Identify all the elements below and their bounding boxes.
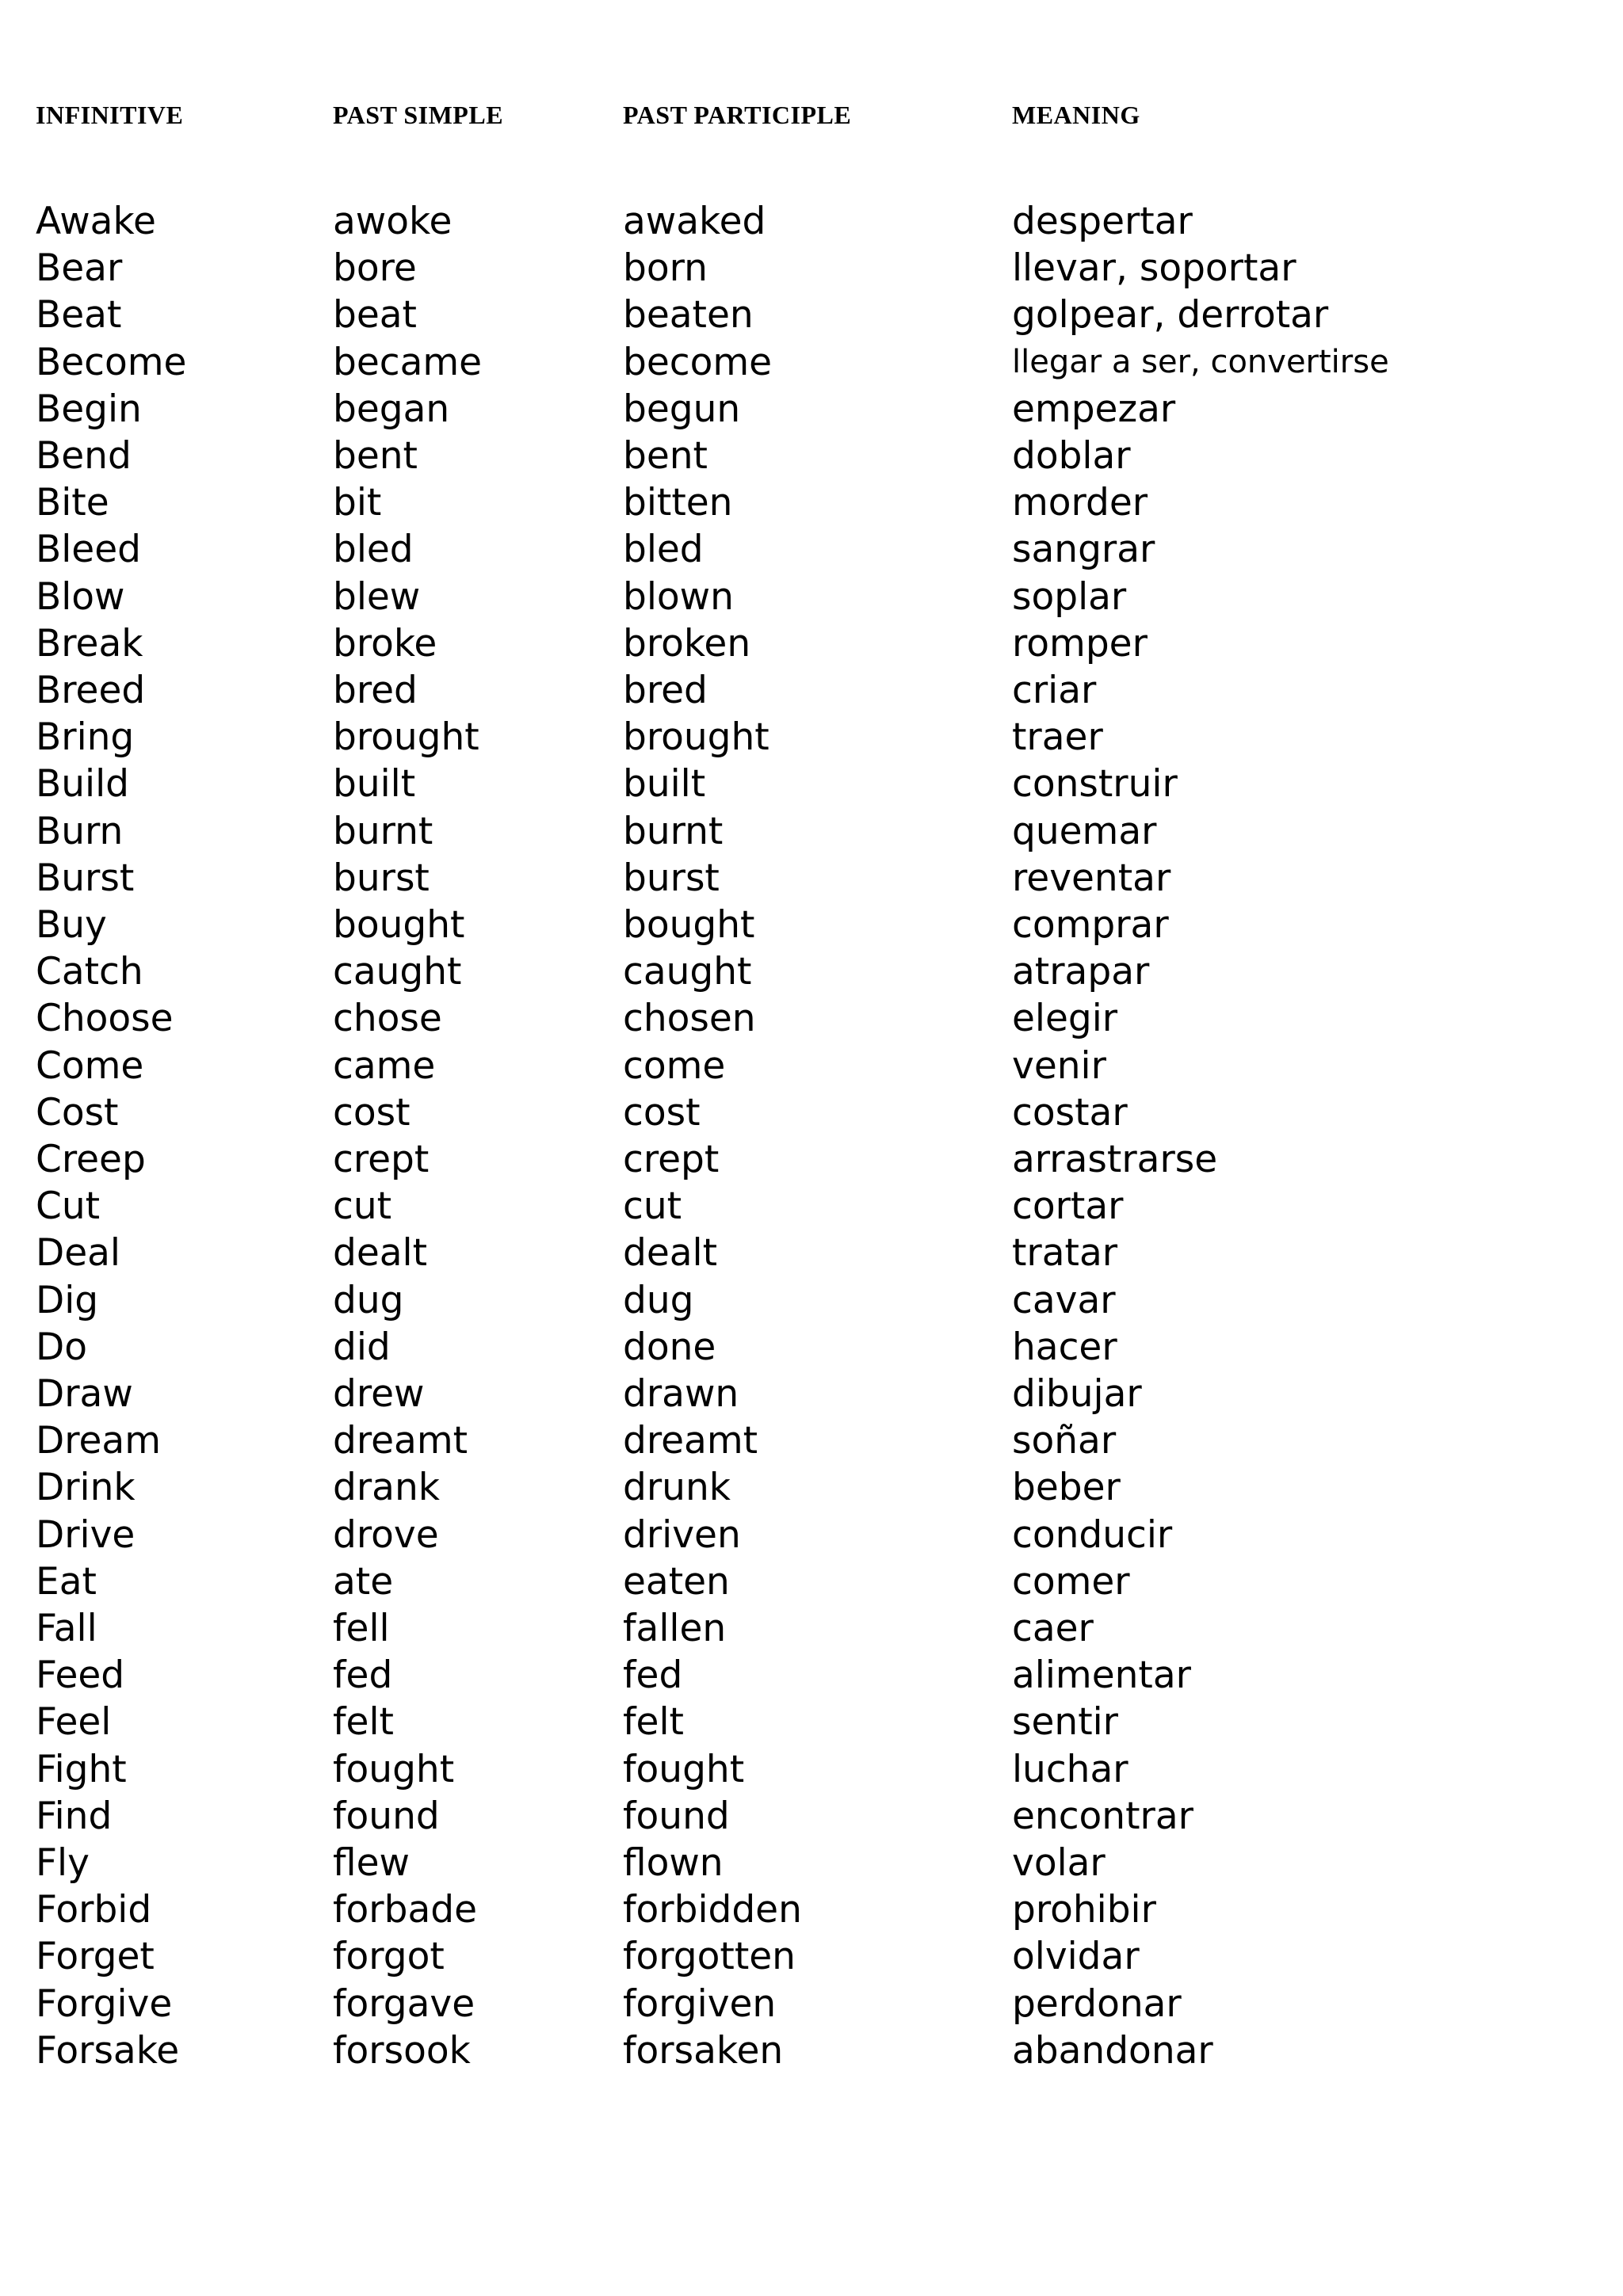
table-row [0, 1981, 1623, 2027]
table-row [0, 1558, 1623, 1605]
past-simple-cell: dreamt [333, 1419, 468, 1463]
infinitive-cell: Burst [36, 856, 135, 900]
past-simple-cell: drank [333, 1466, 440, 1509]
infinitive-cell: Bite [36, 481, 109, 524]
past-participle-cell: forgiven [623, 1982, 777, 2026]
past-participle-cell: bought [623, 903, 755, 947]
past-participle-cell: built [623, 762, 706, 806]
table-row [0, 667, 1623, 714]
meaning-cell: despertar [1012, 200, 1193, 243]
past-simple-cell: did [333, 1325, 391, 1369]
meaning-cell: perdonar [1012, 1982, 1182, 2026]
table-row [0, 1324, 1623, 1371]
table-row [0, 1277, 1623, 1324]
past-simple-cell: drove [333, 1513, 439, 1557]
table-row [0, 245, 1623, 292]
infinitive-cell: Beat [36, 293, 122, 337]
table-row [0, 808, 1623, 855]
past-participle-cell: fought [623, 1748, 745, 1791]
meaning-cell: llevar, soportar [1012, 246, 1296, 290]
infinitive-cell: Deal [36, 1231, 120, 1275]
header-meaning: MEANING [1012, 101, 1140, 129]
meaning-cell: beber [1012, 1466, 1121, 1509]
meaning-cell: soplar [1012, 575, 1127, 619]
infinitive-cell: Blow [36, 575, 125, 619]
infinitive-cell: Draw [36, 1372, 133, 1416]
past-participle-cell: bent [623, 434, 708, 478]
header-past-simple: PAST SIMPLE [333, 101, 504, 129]
past-simple-cell: became [333, 341, 483, 384]
meaning-cell: doblar [1012, 434, 1131, 478]
table-row [0, 386, 1623, 433]
meaning-cell: atrapar [1012, 950, 1150, 994]
infinitive-cell: Feed [36, 1653, 125, 1697]
past-simple-cell: felt [333, 1700, 394, 1744]
past-participle-cell: brought [623, 715, 769, 759]
past-simple-cell: bred [333, 669, 418, 712]
table-row [0, 1793, 1623, 1840]
past-participle-cell: dreamt [623, 1419, 758, 1463]
infinitive-cell: Choose [36, 997, 174, 1040]
infinitive-cell: Burn [36, 810, 124, 853]
past-participle-cell: drunk [623, 1466, 731, 1509]
past-simple-cell: drew [333, 1372, 425, 1416]
infinitive-cell: Fight [36, 1748, 127, 1791]
past-participle-cell: crept [623, 1138, 720, 1181]
table-row [0, 1136, 1623, 1183]
meaning-cell: arrastrarse [1012, 1138, 1218, 1181]
table-row [0, 1183, 1623, 1230]
past-simple-cell: forbade [333, 1888, 478, 1932]
meaning-cell: olvidar [1012, 1935, 1140, 1978]
past-simple-cell: awoke [333, 200, 453, 243]
past-participle-cell: bitten [623, 481, 733, 524]
past-simple-cell: cut [333, 1184, 392, 1228]
meaning-cell: cortar [1012, 1184, 1124, 1228]
infinitive-cell: Forsake [36, 2029, 180, 2073]
infinitive-cell: Drive [36, 1513, 136, 1557]
past-simple-cell: burst [333, 856, 430, 900]
meaning-cell: hacer [1012, 1325, 1117, 1369]
past-simple-cell: forgot [333, 1935, 445, 1978]
meaning-cell: soñar [1012, 1419, 1117, 1463]
meaning-cell: criar [1012, 669, 1097, 712]
past-simple-cell: burnt [333, 810, 433, 853]
past-participle-cell: bled [623, 528, 704, 571]
past-simple-cell: beat [333, 293, 417, 337]
table-row [0, 1043, 1623, 1089]
past-participle-cell: bred [623, 669, 708, 712]
past-simple-cell: dealt [333, 1231, 428, 1275]
meaning-cell: sentir [1012, 1700, 1119, 1744]
meaning-cell: construir [1012, 762, 1178, 806]
table-row [0, 1230, 1623, 1276]
past-participle-cell: caught [623, 950, 752, 994]
infinitive-cell: Forgive [36, 1982, 173, 2026]
infinitive-cell: Build [36, 762, 129, 806]
past-simple-cell: bit [333, 481, 382, 524]
past-simple-cell: found [333, 1794, 440, 1838]
infinitive-cell: Creep [36, 1138, 146, 1181]
past-participle-cell: begun [623, 387, 741, 431]
past-simple-cell: fell [333, 1607, 390, 1650]
infinitive-cell: Catch [36, 950, 143, 994]
past-simple-cell: flew [333, 1841, 410, 1885]
past-simple-cell: crept [333, 1138, 430, 1181]
past-simple-cell: chose [333, 997, 442, 1040]
table-row [0, 2027, 1623, 2074]
table-row [0, 1512, 1623, 1558]
past-participle-cell: dug [623, 1279, 694, 1322]
table-row [0, 433, 1623, 479]
table-header [0, 97, 1623, 133]
meaning-cell: llegar a ser, convertirse [1012, 344, 1389, 380]
table-row [0, 1933, 1623, 1980]
past-simple-cell: forsook [333, 2029, 471, 2073]
past-simple-cell: built [333, 762, 416, 806]
table-row [0, 1605, 1623, 1652]
past-simple-cell: fed [333, 1653, 393, 1697]
infinitive-cell: Begin [36, 387, 142, 431]
table-row [0, 1089, 1623, 1136]
past-participle-cell: chosen [623, 997, 756, 1040]
meaning-cell: quemar [1012, 810, 1157, 853]
table-row [0, 1886, 1623, 1933]
infinitive-cell: Drink [36, 1466, 136, 1509]
header-past-participle: PAST PARTICIPLE [623, 101, 852, 129]
past-participle-cell: forbidden [623, 1888, 802, 1932]
meaning-cell: comprar [1012, 903, 1169, 947]
infinitive-cell: Eat [36, 1560, 97, 1604]
table-row [0, 1464, 1623, 1511]
infinitive-cell: Bleed [36, 528, 141, 571]
past-simple-cell: began [333, 387, 450, 431]
past-simple-cell: bought [333, 903, 465, 947]
meaning-cell: reventar [1012, 856, 1171, 900]
past-participle-cell: fed [623, 1653, 683, 1697]
past-simple-cell: brought [333, 715, 479, 759]
meaning-cell: tratar [1012, 1231, 1118, 1275]
table-row [0, 1840, 1623, 1886]
past-participle-cell: burst [623, 856, 720, 900]
past-simple-cell: ate [333, 1560, 394, 1604]
meaning-cell: sangrar [1012, 528, 1155, 571]
past-participle-cell: found [623, 1794, 730, 1838]
infinitive-cell: Breed [36, 669, 146, 712]
infinitive-cell: Fly [36, 1841, 90, 1885]
meaning-cell: comer [1012, 1560, 1130, 1604]
past-participle-cell: blown [623, 575, 734, 619]
meaning-cell: costar [1012, 1091, 1128, 1135]
meaning-cell: elegir [1012, 997, 1118, 1040]
past-simple-cell: fought [333, 1748, 455, 1791]
table-row [0, 1699, 1623, 1745]
table-row [0, 1371, 1623, 1417]
past-participle-cell: forsaken [623, 2029, 784, 2073]
infinitive-cell: Feel [36, 1700, 112, 1744]
past-participle-cell: come [623, 1044, 726, 1088]
meaning-cell: alimentar [1012, 1653, 1191, 1697]
table-row [0, 855, 1623, 902]
infinitive-cell: Come [36, 1044, 144, 1088]
past-participle-cell: awaked [623, 200, 766, 243]
table-row [0, 198, 1623, 245]
past-participle-cell: beaten [623, 293, 754, 337]
infinitive-cell: Break [36, 622, 143, 666]
past-simple-cell: bled [333, 528, 414, 571]
past-participle-cell: burnt [623, 810, 724, 853]
past-simple-cell: cost [333, 1091, 411, 1135]
past-participle-cell: cut [623, 1184, 682, 1228]
past-participle-cell: done [623, 1325, 716, 1369]
infinitive-cell: Become [36, 341, 187, 384]
table-row [0, 902, 1623, 948]
meaning-cell: empezar [1012, 387, 1176, 431]
table-row [0, 620, 1623, 667]
past-participle-cell: drawn [623, 1372, 739, 1416]
past-participle-cell: cost [623, 1091, 701, 1135]
past-simple-cell: came [333, 1044, 436, 1088]
past-simple-cell: bent [333, 434, 418, 478]
past-participle-cell: dealt [623, 1231, 718, 1275]
meaning-cell: golpear, derrotar [1012, 293, 1329, 337]
meaning-cell: conducir [1012, 1513, 1173, 1557]
meaning-cell: encontrar [1012, 1794, 1193, 1838]
table-row [0, 479, 1623, 526]
infinitive-cell: Do [36, 1325, 87, 1369]
past-simple-cell: dug [333, 1279, 404, 1322]
table-row [0, 761, 1623, 807]
past-simple-cell: forgave [333, 1982, 475, 2026]
table-row [0, 995, 1623, 1042]
infinitive-cell: Forget [36, 1935, 155, 1978]
table-row [0, 292, 1623, 338]
past-participle-cell: felt [623, 1700, 684, 1744]
infinitive-cell: Find [36, 1794, 113, 1838]
table-row [0, 339, 1623, 386]
infinitive-cell: Bring [36, 715, 135, 759]
past-participle-cell: born [623, 246, 708, 290]
past-participle-cell: become [623, 341, 773, 384]
table-row [0, 526, 1623, 573]
meaning-cell: volar [1012, 1841, 1106, 1885]
meaning-cell: romper [1012, 622, 1148, 666]
meaning-cell: prohibir [1012, 1888, 1156, 1932]
table-row [0, 948, 1623, 995]
past-participle-cell: flown [623, 1841, 724, 1885]
table-row [0, 1417, 1623, 1464]
infinitive-cell: Dream [36, 1419, 161, 1463]
infinitive-cell: Awake [36, 200, 156, 243]
past-participle-cell: eaten [623, 1560, 730, 1604]
past-simple-cell: broke [333, 622, 437, 666]
header-infinitive: INFINITIVE [36, 101, 184, 129]
table-row [0, 1652, 1623, 1699]
table-row [0, 574, 1623, 620]
meaning-cell: abandonar [1012, 2029, 1213, 2073]
infinitive-cell: Fall [36, 1607, 97, 1650]
meaning-cell: dibujar [1012, 1372, 1142, 1416]
past-participle-cell: driven [623, 1513, 741, 1557]
meaning-cell: morder [1012, 481, 1148, 524]
past-simple-cell: blew [333, 575, 421, 619]
past-simple-cell: caught [333, 950, 462, 994]
infinitive-cell: Bend [36, 434, 132, 478]
past-participle-cell: broken [623, 622, 751, 666]
meaning-cell: luchar [1012, 1748, 1128, 1791]
infinitive-cell: Buy [36, 903, 107, 947]
past-participle-cell: forgotten [623, 1935, 796, 1978]
table-row [0, 1746, 1623, 1793]
meaning-cell: caer [1012, 1607, 1094, 1650]
infinitive-cell: Dig [36, 1279, 99, 1322]
meaning-cell: traer [1012, 715, 1103, 759]
past-simple-cell: bore [333, 246, 417, 290]
infinitive-cell: Cost [36, 1091, 119, 1135]
past-participle-cell: fallen [623, 1607, 727, 1650]
meaning-cell: venir [1012, 1044, 1106, 1088]
infinitive-cell: Bear [36, 246, 123, 290]
infinitive-cell: Forbid [36, 1888, 152, 1932]
meaning-cell: cavar [1012, 1279, 1116, 1322]
table-row [0, 714, 1623, 761]
infinitive-cell: Cut [36, 1184, 101, 1228]
